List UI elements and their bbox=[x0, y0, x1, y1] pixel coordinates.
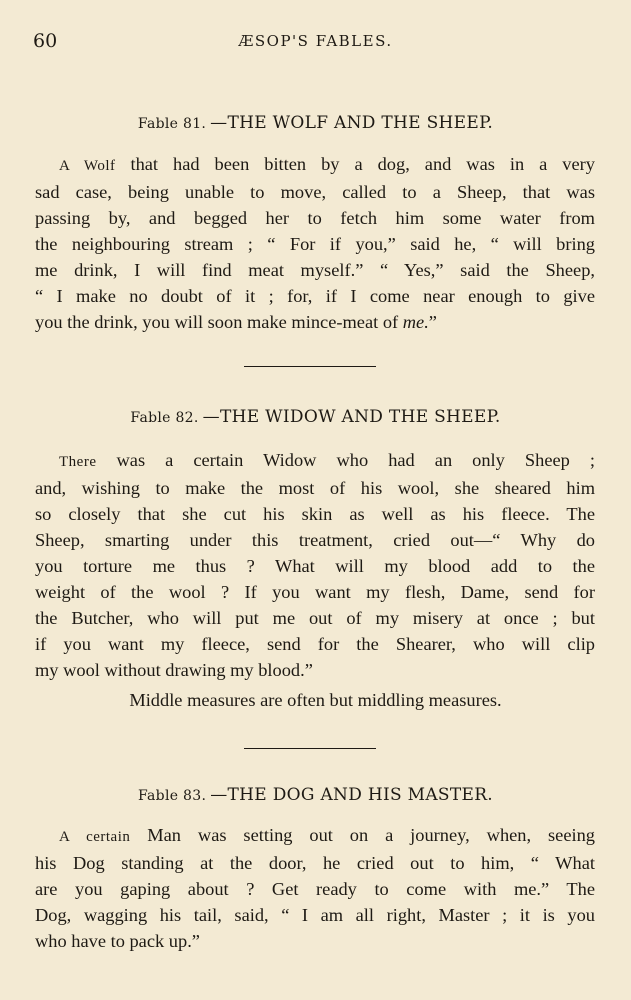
fable-81-line-5: me drink, I will find meat myself.” “ Yes,” said the Sheep, bbox=[35, 260, 595, 280]
fable-83-title: —THE DOG AND HIS MASTER. bbox=[210, 785, 494, 805]
fable-82-line-8: if you want my fleece, send for the Shearer, who will clip bbox=[35, 634, 595, 654]
fable-83-line-5: who have to pack up.” bbox=[35, 931, 200, 951]
fable-82-line-3: so closely that she cut his skin as well as his fleece. The bbox=[35, 504, 595, 524]
fable-81-line-3: passing by, and begged her to fetch him some water from bbox=[35, 208, 595, 228]
fable-83-line-2: his Dog standing at the door, he cried out to him, “ What bbox=[35, 853, 595, 873]
section-divider bbox=[244, 366, 376, 367]
fable-81-line-6: “ I make no doubt of it ; for, if I come near enough to give bbox=[35, 286, 595, 306]
fable-82-lead: There bbox=[59, 454, 97, 470]
fable-81-lead: A Wolf bbox=[59, 158, 116, 174]
fable-82-text bbox=[35, 447, 595, 683]
page-number: 60 bbox=[33, 30, 58, 52]
fable-82-line-7: the Butcher, who will put me out of my misery at once ; but bbox=[35, 608, 595, 628]
fable-83-line-1: A certain Man was setting out on a journey, when, seeing bbox=[59, 825, 595, 845]
fable-81-line-1: A Wolf that had been bitten by a dog, and was in a very bbox=[59, 154, 595, 174]
fable-81-title: —THE WOLF AND THE SHEEP. bbox=[210, 113, 494, 133]
book-title: ÆSOP'S FABLES. bbox=[238, 32, 393, 50]
fable-81-label: Fable 81. bbox=[137, 116, 207, 132]
fable-81-text bbox=[35, 151, 595, 335]
fable-82-line-2: and, wishing to make the most of his wool, she sheared him bbox=[35, 478, 595, 498]
fable-83-line-3: are you gaping about ? Get ready to come with me.” The bbox=[35, 879, 595, 899]
running-head bbox=[0, 30, 631, 54]
fable-81-line-7: you the drink, you will soon make mince-meat of me.” bbox=[35, 312, 437, 332]
fable-82-heading bbox=[0, 407, 631, 427]
fable-82-line-4: Sheep, smarting under this treatment, cried out—“ Why do bbox=[35, 530, 595, 550]
fable-81-line-2: sad case, being unable to move, called to a Sheep, that was bbox=[35, 182, 595, 202]
fable-83-label: Fable 83. bbox=[137, 788, 207, 804]
fable-81-line-4: the neighbouring stream ; “ For if you,” said he, “ will bring bbox=[35, 234, 595, 254]
fable-83-text bbox=[35, 822, 595, 954]
fable-81-heading bbox=[0, 113, 631, 133]
fable-82-line-5: you torture me thus ? What will my blood add to the bbox=[35, 556, 595, 576]
fable-82-moral: Middle measures are often but middling measures. bbox=[129, 690, 502, 710]
fable-82-label: Fable 82. bbox=[130, 410, 199, 426]
fable-82-line-1: There was a certain Widow who had an only Sheep ; bbox=[59, 450, 595, 470]
fable-82-title: —THE WIDOW AND THE SHEEP. bbox=[202, 407, 501, 427]
fable-83-heading bbox=[0, 785, 631, 805]
fable-83-line-4: Dog, wagging his tail, said, “ I am all right, Master ; it is you bbox=[35, 905, 595, 925]
fable-83-lead: A certain bbox=[59, 829, 131, 845]
section-divider bbox=[244, 748, 376, 749]
fable-82-line-6: weight of the wool ? If you want my flesh, Dame, send for bbox=[35, 582, 595, 602]
fable-81-italic-word: me. bbox=[402, 312, 429, 332]
fable-82-line-9: my wool without drawing my blood.” bbox=[35, 660, 313, 680]
